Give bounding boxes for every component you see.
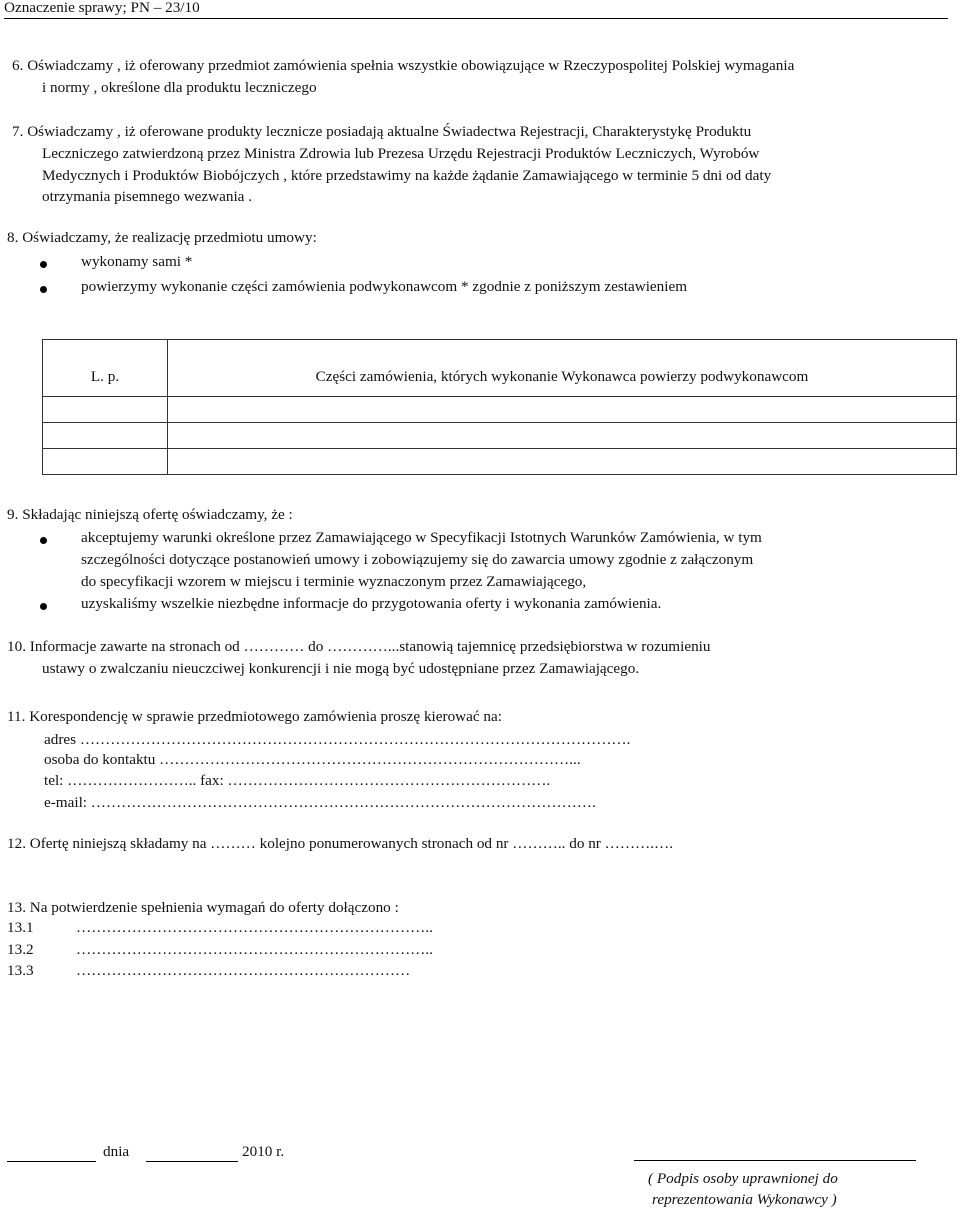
table-row [43, 449, 957, 475]
date-label: dnia [103, 1143, 130, 1160]
item9-heading: 9. Składając niniejszą ofertę oświadczamy, że : [7, 506, 293, 523]
table-row [43, 423, 957, 449]
phone-fax-field: tel: …………………….. fax: ………………………………………………………. [44, 772, 551, 789]
item6-line2: i normy , określone dla produktu leczniczego [42, 79, 317, 96]
item9-bullet1-line3: do specyfikacji wzorem w miejscu i terminie wyznaczonym przez Zamawiającego, [81, 573, 587, 590]
bullet-icon [40, 261, 47, 268]
item12-pages: 12. Ofertę niniejszą składamy na ……… kolejno ponumerowanych stronach od nr ……….. do nr ……….…. [7, 835, 674, 852]
bullet-icon [40, 286, 47, 293]
item7-line2: Leczniczego zatwierdzoną przez Ministra Zdrowia lub Prezesa Urzędu Rejestracji Produktów Leczniczych, Wyrobów [42, 145, 760, 162]
header-divider [4, 18, 948, 19]
date-underline [146, 1161, 238, 1162]
year-label: 2010 r. [242, 1143, 285, 1160]
column-header-lp: L. p. [43, 340, 168, 397]
attachment-field: …………………………………………………………….. [76, 941, 433, 958]
item9-bullet1-line2: szczególności dotyczące postanowień umowy i zobowiązujemy się do zawarcia umowy zgodnie z załączonym [81, 551, 754, 568]
item10-line2: ustawy o zwalczaniu nieuczciwej konkurencji i nie mogą być udostępniane przez Zamawiającego. [42, 660, 640, 677]
attachment-number: 13.2 [7, 941, 34, 958]
attachment-number: 13.1 [7, 919, 34, 936]
item7-line3: Medycznych i Produktów Biobójczych , które przedstawimy na każde żądanie Zamawiającego w terminie 5 dni od daty [42, 167, 772, 184]
subcontractor-table [42, 339, 957, 475]
table-row [43, 397, 957, 423]
bullet-icon [40, 603, 47, 610]
item8-heading: 8. Oświadczamy, że realizację przedmiotu umowy: [7, 229, 317, 246]
signature-caption-line2: reprezentowania Wykonawcy ) [652, 1191, 837, 1208]
email-field: e-mail: ………………………………………………………………………………………. [44, 794, 596, 811]
column-header-parts: Części zamówienia, których wykonanie Wykonawca powierzy podwykonawcom [168, 340, 957, 397]
item9-bullet1-line1: akceptujemy warunki określone przez Zamawiającego w Specyfikacji Istotnych Warunków Zamówienia, w tym [81, 529, 762, 546]
item11-heading: 11. Korespondencję w sprawie przedmiotowego zamówienia proszę kierować na: [7, 708, 502, 725]
attachment-field: …………………………………………………………….. [76, 919, 433, 936]
bullet-icon [40, 537, 47, 544]
item8-option-subcontract: powierzymy wykonanie części zamówienia podwykonawcom * zgodnie z poniższym zestawieniem [81, 278, 688, 295]
item13-heading: 13. Na potwierdzenie spełnienia wymagań do oferty dołączono : [7, 899, 399, 916]
case-reference: Oznaczenie sprawy; PN – 23/10 [4, 0, 200, 16]
attachment-number: 13.3 [7, 962, 34, 979]
table-header-row [43, 340, 957, 397]
item9-bullet2: uzyskaliśmy wszelkie niezbędne informacje do przygotowania oferty i wykonania zamówienia. [81, 595, 662, 612]
item8-option-self: wykonamy sami * [81, 253, 193, 270]
item6-line1: 6. Oświadczamy , iż oferowany przedmiot zamówienia spełnia wszystkie obowiązujące w Rzeczypospolitej Polskiej wymagania [12, 57, 795, 74]
attachment-field: ………………………………………………………… [76, 962, 411, 979]
item7-line1: 7. Oświadczamy , iż oferowane produkty lecznicze posiadają aktualne Świadectwa Rejestracji, Charakterystykę Produktu [12, 123, 752, 140]
item10-line1: 10. Informacje zawarte na stronach od ………… do …………...stanowią tajemnicę przedsiębiorstwa w rozumieniu [7, 638, 711, 655]
item7-line4: otrzymania pisemnego wezwania . [42, 188, 253, 205]
signature-caption-line1: ( Podpis osoby uprawnionej do [648, 1170, 838, 1187]
address-field: adres ………………………………………………………………………………………………. [44, 731, 631, 748]
signature-line [634, 1160, 916, 1161]
place-underline [7, 1161, 96, 1162]
contact-person-field: osoba do kontaktu ………………………………………………………………………... [44, 751, 581, 768]
